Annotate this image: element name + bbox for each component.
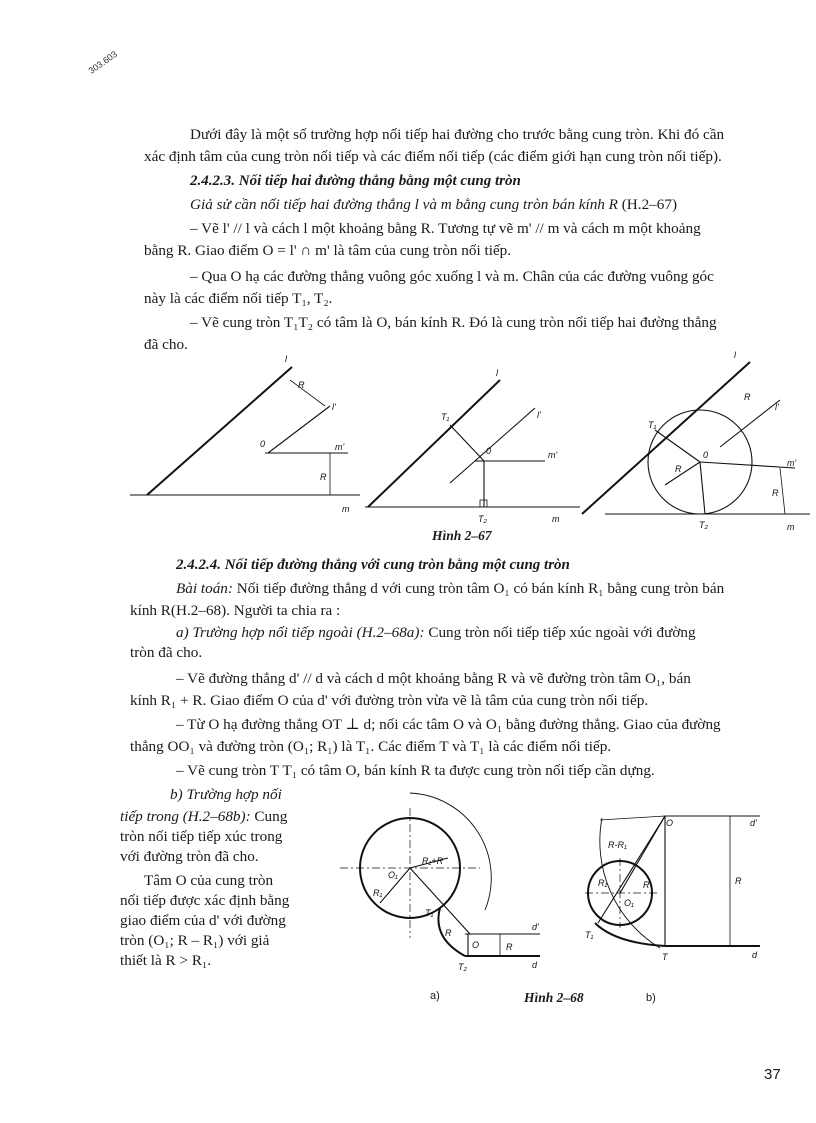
s423-step3-line1: – Vẽ cung tròn T₁T₂ có tâm là O, bán kính R. Đó là cung tròn nối tiếp hai đường thẳng bbox=[190, 314, 717, 331]
fig67-label-mp3: m' bbox=[787, 458, 797, 468]
figure-2-68a-label: a) bbox=[430, 990, 440, 1002]
fig67-label-o3: 0 bbox=[703, 450, 709, 460]
s424-b-line2-label: tiếp trong (H.2–68b): bbox=[120, 808, 251, 825]
s424-problem-label: Bài toán: bbox=[176, 580, 233, 597]
fig67-label-r1: R bbox=[298, 380, 305, 390]
radius-o-top-b bbox=[600, 816, 665, 820]
fig67-label-m2: m bbox=[552, 514, 560, 524]
radius-r-3 bbox=[665, 462, 700, 485]
tangent-arc-b bbox=[595, 923, 665, 946]
s424-a-label: a) Trường hợp nối tiếp ngoài (H.2–68a): bbox=[176, 624, 425, 641]
s424-b-line7: giao điểm của d' với đường bbox=[120, 912, 286, 929]
fig67-label-mp2: m' bbox=[548, 450, 558, 460]
fig68a-label-d: d bbox=[532, 960, 538, 970]
s423-lead-text: Giả sử cần nối tiếp hai đường thẳng l và m bằng cung tròn bán kính R bbox=[190, 196, 618, 213]
s423-lead bbox=[190, 194, 677, 216]
line-o-o1-a bbox=[410, 868, 470, 934]
line-lp-3 bbox=[720, 400, 780, 447]
line-l-1 bbox=[147, 367, 292, 495]
fig68b-label-r1: R₁ bbox=[598, 878, 608, 888]
page-number: 37 bbox=[764, 1066, 781, 1083]
fig68b-label-t: T bbox=[662, 952, 668, 962]
fig67-label-rv1: R bbox=[320, 472, 327, 482]
dim-rv-3 bbox=[780, 468, 785, 514]
fig67-label-l3: l bbox=[734, 350, 736, 360]
fig68a-label-dp: d' bbox=[532, 922, 539, 932]
tangent-arc-a bbox=[438, 908, 465, 956]
figure-2-67 bbox=[120, 350, 810, 540]
intro-line-1: Dưới đây là một số trường hợp nối tiếp hai đường cho trước bằng cung tròn. Khi đó cần bbox=[190, 126, 725, 143]
fig68a-label-r: R bbox=[445, 928, 452, 938]
fig68a-label-t1: T₁ bbox=[425, 908, 434, 918]
s424-a-line2: tròn đã cho. bbox=[130, 644, 203, 661]
stamp-text: 303.603 bbox=[86, 49, 120, 76]
fig67-label-l2: l bbox=[496, 368, 498, 378]
fig68b-label-rv: R bbox=[735, 876, 742, 886]
s424-b-line4: với đường tròn đã cho. bbox=[120, 848, 259, 865]
fig67-label-lp3: l' bbox=[775, 402, 779, 412]
s424-a-text: Cung tròn nối tiếp tiếp xúc ngoài với đường bbox=[428, 624, 696, 641]
fig68a-label-t2: T₂ bbox=[458, 962, 467, 972]
fig67-label-t1-3: T₁ bbox=[648, 420, 657, 430]
fig67-label-t2-3: T₂ bbox=[699, 520, 708, 530]
library-stamp bbox=[84, 46, 134, 80]
s424-b-line6: nối tiếp được xác định bằng bbox=[120, 892, 290, 909]
fig67-label-rr3: R bbox=[675, 464, 682, 474]
s424-a-line1 bbox=[176, 622, 696, 644]
line-lp-2 bbox=[450, 408, 535, 483]
s423-step2-line1: – Qua O hạ các đường thẳng vuông góc xuống l và m. Chân của các đường vuông góc bbox=[190, 268, 714, 285]
fig68b-label-t1: T₁ bbox=[585, 930, 594, 940]
fig68b-label-rr1: R-R₁ bbox=[608, 840, 627, 850]
s423-lead-ref: (H.2–67) bbox=[621, 196, 678, 213]
s424-a2-line2: thẳng OO₁ và đường tròn (O₁; R₁) là T₁. Các điểm T và T₁ là các điểm nối tiếp. bbox=[130, 738, 612, 755]
line-mp-3 bbox=[700, 462, 795, 468]
fig67-label-o1: 0 bbox=[260, 439, 266, 449]
s423-step1-line1: – Vẽ l' // l và cách l một khoảng bằng R. Tương tự vẽ m' // m và cách m một khoảng bbox=[190, 220, 701, 237]
s424-problem-line1 bbox=[176, 578, 724, 600]
fig67-label-mp1: m' bbox=[335, 442, 345, 452]
fig67-label-t1-2: T₁ bbox=[441, 412, 450, 422]
fig67-label-l1: l bbox=[285, 354, 287, 364]
s424-b-line2 bbox=[120, 806, 287, 828]
s423-step3-line2: đã cho. bbox=[144, 336, 188, 353]
fig68a-label-r1: R₁ bbox=[373, 888, 383, 898]
s424-a2-line1: – Từ O hạ đường thẳng OT ⊥ d; nối các tâm O và O₁ bằng đường thẳng. Giao của đường bbox=[176, 716, 721, 733]
s424-a3: – Vẽ cung tròn T T₁ có tâm O, bán kính R ta được cung tròn nối tiếp cần dựng. bbox=[176, 762, 655, 779]
fig67-label-t2-2: T₂ bbox=[478, 514, 487, 524]
radius-t1-3 bbox=[655, 430, 700, 462]
section-heading-2423: 2.4.2.3. Nối tiếp hai đường thẳng bằng một cung tròn bbox=[190, 173, 521, 189]
fig68b-label-dp: d' bbox=[750, 818, 757, 828]
s424-b-line8: tròn (O₁; R – R₁) với giả bbox=[120, 932, 270, 949]
fig68a-label-r1r: R₁+R bbox=[422, 856, 444, 866]
figure-2-68-caption: Hình 2–68 bbox=[524, 990, 584, 1005]
fig67-label-m1: m bbox=[342, 504, 350, 514]
fig68a-label-o1: O₁ bbox=[388, 870, 398, 880]
fig67-label-m3: m bbox=[787, 522, 795, 532]
fig68b-label-o1: O₁ bbox=[624, 898, 634, 908]
s424-b-line9: thiết là R > R₁. bbox=[120, 952, 212, 969]
s424-b-line5: Tâm O của cung tròn bbox=[144, 872, 274, 889]
fig68b-label-r: R bbox=[643, 880, 650, 890]
radius-t2-3 bbox=[700, 462, 705, 514]
s424-problem-text: Nối tiếp đường thẳng d với cung tròn tâm O₁ có bán kính R₁ bằng cung tròn bán bbox=[236, 580, 725, 597]
s423-step2-line2: này là các điểm nối tiếp T₁, T₂. bbox=[144, 290, 333, 307]
fig67-label-lp2: l' bbox=[537, 410, 541, 420]
arc-r1-plus-r-a bbox=[410, 793, 491, 910]
s424-a1-line1: – Vẽ đường thẳng d' // d và cách d một khoảng bằng R và vẽ đường tròn tâm O₁, bán bbox=[176, 670, 691, 687]
line-lp-1 bbox=[268, 406, 330, 453]
s424-b-line2-tail: Cung bbox=[254, 808, 288, 825]
figure-2-68b-label: b) bbox=[646, 992, 656, 1004]
figure-2-67-caption: Hình 2–67 bbox=[432, 528, 492, 543]
fig67-label-lp1: l' bbox=[332, 402, 336, 412]
s423-step1-line2: bằng R. Giao điểm O = l' ∩ m' là tâm của cung tròn nối tiếp. bbox=[144, 242, 512, 259]
fig68a-label-rv: R bbox=[506, 942, 513, 952]
s424-a1-line2: kính R₁ + R. Giao điểm O của d' với đường tròn vừa vẽ là tâm của cung tròn nối tiếp. bbox=[130, 692, 649, 709]
figure-2-68 bbox=[340, 808, 780, 998]
fig67-label-r3: R bbox=[744, 392, 751, 402]
line-l-2 bbox=[368, 380, 500, 507]
s424-b-line3: tròn nối tiếp tiếp xúc trong bbox=[120, 828, 283, 845]
fig68a-label-o: O bbox=[472, 940, 480, 950]
fig68b-label-d: d bbox=[752, 950, 758, 960]
perp-t1-2 bbox=[450, 425, 484, 461]
s424-b-line1: b) Trường hợp nối bbox=[170, 786, 282, 803]
fig68b-label-o: O bbox=[666, 818, 674, 828]
fig67-label-rv3: R bbox=[772, 488, 779, 498]
section-heading-2424: 2.4.2.4. Nối tiếp đường thẳng với cung tròn bằng một cung tròn bbox=[176, 557, 570, 573]
dim-r-1 bbox=[290, 380, 325, 406]
intro-line-2: xác định tâm của cung tròn nối tiếp và các điểm nối tiếp (các điểm giới hạn cung tròn nối tiếp). bbox=[144, 148, 722, 165]
s424-problem-line2: kính R(H.2–68). Người ta chia ra : bbox=[130, 602, 341, 619]
fig67-label-o2: 0 bbox=[486, 446, 492, 456]
